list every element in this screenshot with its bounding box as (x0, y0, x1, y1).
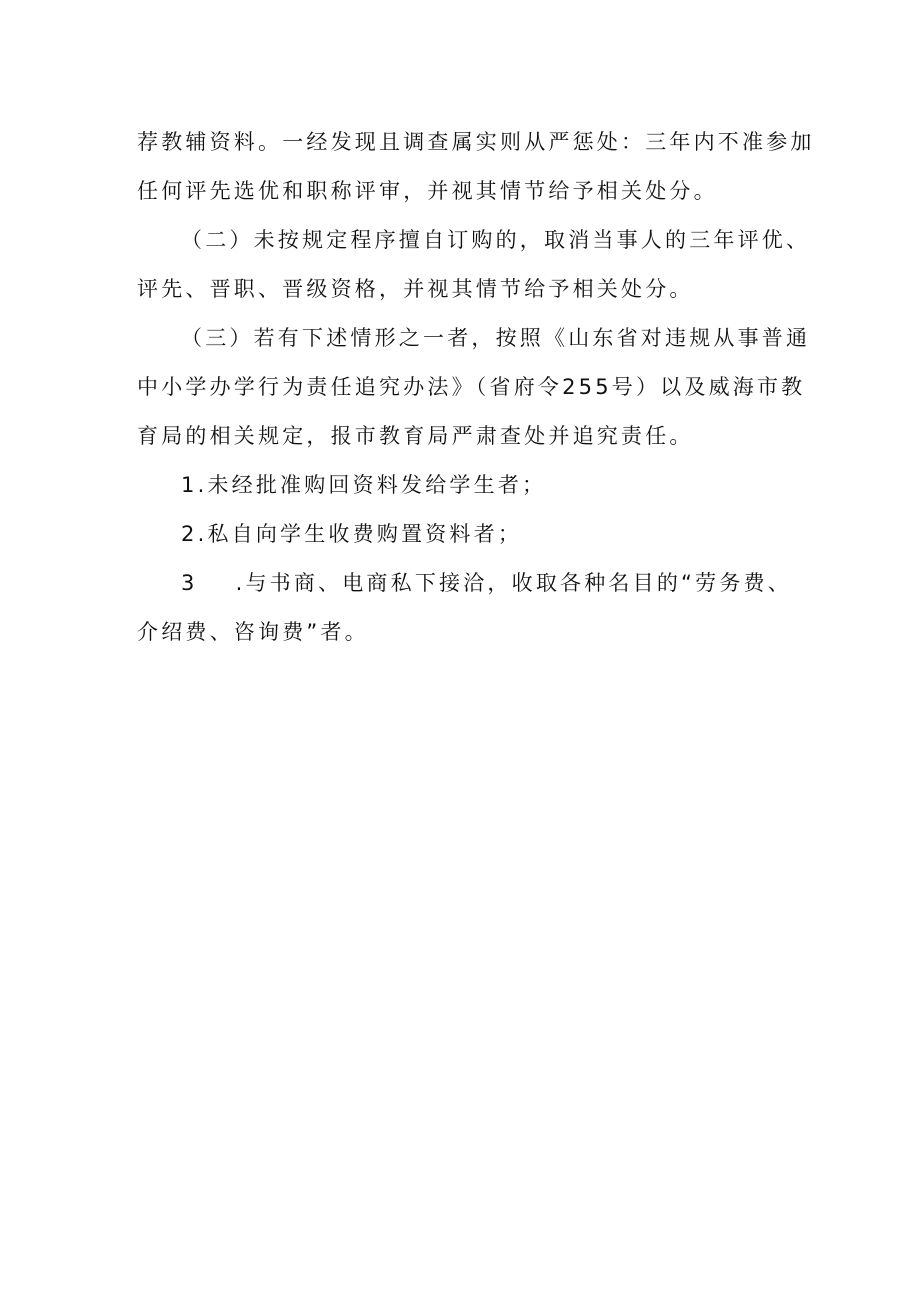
text-line: 评先、晋职、晋级资格，并视其情节给予相关处分。 (137, 277, 694, 301)
text-line: 育局的相关规定，报市教育局严肃查处并追究责任。 (137, 424, 694, 448)
list-item-number: 3 (181, 571, 198, 595)
text-line: 中小学办学行为责任追究办法》（省府令255号）以及威海市教 (137, 375, 806, 399)
text-line: （二）未按规定程序擅自订购的，取消当事人的三年评优、 (181, 228, 811, 252)
list-item (137, 510, 817, 559)
text-line: （三）若有下述情形之一者，按照《山东省对违规从事普通 (181, 326, 811, 350)
list-item-continuation: 介绍费、咨询费”者。 (137, 620, 369, 644)
list-item-text: .私自向学生收费购置资料者； (197, 522, 523, 546)
paragraph-1 (137, 118, 817, 216)
list-item (137, 461, 817, 510)
text-line: 荐教辅资料。一经发现且调查属实则从严惩处：三年内不准参加 (137, 130, 815, 154)
list-item-number: 1 (181, 473, 198, 497)
list-item-text: .与书商、电商私下接洽，收取各种名目的“劳务费、 (235, 571, 792, 595)
list-item-number: 2 (181, 522, 198, 546)
document-body (137, 118, 817, 657)
list-item-text: .未经批准购回资料发给学生者； (197, 473, 547, 497)
paragraph-3 (137, 314, 817, 461)
list-item (137, 559, 817, 608)
text-line: 任何评先选优和职称评审，并视其情节给予相关处分。 (137, 179, 718, 203)
paragraph-2 (137, 216, 817, 314)
